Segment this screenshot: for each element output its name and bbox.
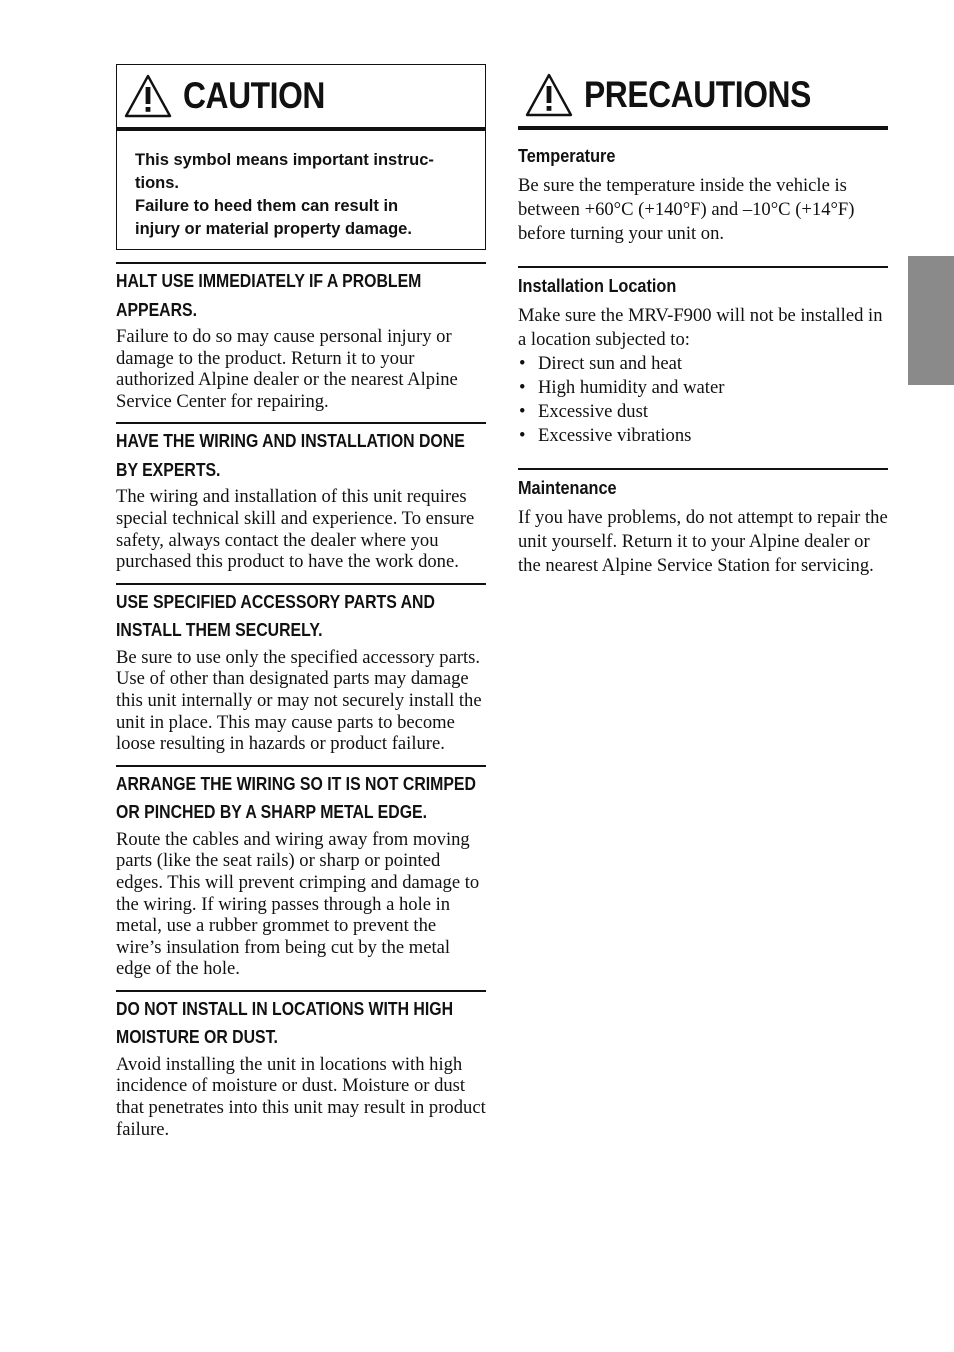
section-body: The wiring and installation of this unit requires special technical skill and experience. To ensure safety, always contact the dealer where you purchased this product to have the work done.: [116, 486, 475, 573]
section-title: DO NOT INSTALL IN LOCATIONS WITH HIGH MOISTURE OR DUST.: [116, 998, 454, 1048]
section-moisture-dust: [116, 990, 486, 1140]
section-title: Installation Location: [518, 275, 677, 296]
section-title: ARRANGE THE WIRING SO IT IS NOT CRIMPED OR PINCHED BY A SHARP METAL EDGE.: [116, 773, 476, 823]
side-tab-marker: [908, 256, 954, 385]
section-temperature: [518, 144, 888, 246]
list-item: • Direct sun and heat: [518, 352, 888, 376]
section-title: HALT USE IMMEDIATELY IF A PROBLEM APPEARS.: [116, 271, 422, 320]
caution-notice: [117, 131, 485, 249]
list-item: • Excessive vibrations: [518, 424, 888, 448]
section-body: Be sure the temperature inside the vehicle is between +60°C (+140°F) and –10°C (+14°F) before turning your unit on.: [518, 175, 855, 244]
list-item: • Excessive dust: [518, 400, 888, 424]
section-body: Failure to do so may cause personal injury or damage to the product. Return it to your authorized Alpine dealer or the nearest Alpine Service Center for repairing.: [116, 326, 458, 412]
caution-box: [116, 64, 486, 250]
bullet-list: [518, 352, 888, 448]
section-title: Temperature: [518, 145, 616, 166]
caution-notice-line: injury or material property damage.: [135, 220, 412, 238]
caution-notice-line: This symbol means important instruc-: [135, 151, 434, 169]
caution-title: CAUTION: [183, 75, 325, 116]
precautions-title: PRECAUTIONS: [584, 74, 811, 115]
caution-header: [117, 65, 485, 131]
caution-notice-line: tions.: [135, 174, 179, 192]
section-title: USE SPECIFIED ACCESSORY PARTS AND INSTALL THEM SECURELY.: [116, 591, 435, 641]
section-title: Maintenance: [518, 477, 617, 498]
divider: [518, 266, 888, 268]
section-maintenance: [518, 476, 888, 578]
section-body: If you have problems, do not attempt to repair the unit yourself. Return it to your Alpine dealer or the nearest Alpine Service Station for servicing.: [518, 507, 888, 576]
section-wiring-experts: [116, 422, 486, 572]
section-body: Make sure the MRV-F900 will not be installed in a location subjected to:: [518, 305, 883, 350]
divider: [518, 468, 888, 470]
warning-triangle-icon: [123, 73, 173, 119]
right-column: [518, 64, 888, 578]
warning-triangle-icon: [524, 72, 574, 118]
left-column: [116, 64, 486, 1150]
section-body: Be sure to use only the specified accessory parts. Use of other than designated parts may damage this unit internally or may not securely install the unit in place. This may cause parts to become loose resulting in hazards or product failure.: [116, 646, 482, 755]
section-accessory-parts: [116, 583, 486, 755]
section-halt-use: [116, 262, 486, 412]
list-item: • High humidity and water: [518, 376, 888, 400]
section-title: HAVE THE WIRING AND INSTALLATION DONE BY EXPERTS.: [116, 431, 465, 480]
section-body: Avoid installing the unit in locations with high incidence of moisture or dust. Moisture or dust that penetrates into this unit may result in product failure.: [116, 1053, 486, 1140]
caution-notice-line: Failure to heed them can result in: [135, 197, 399, 215]
section-installation-location: [518, 274, 888, 448]
precautions-header: [518, 64, 888, 130]
section-body: Route the cables and wiring away from moving parts (like the seat rails) or sharp or pointed edges. This will prevent crimping and damage to the wiring. If wiring passes through a hole in metal, use a rubber grommet to prevent the wire’s insulation from being cut by the metal edge of the hole.: [116, 828, 480, 980]
section-wiring-crimp: [116, 765, 486, 980]
